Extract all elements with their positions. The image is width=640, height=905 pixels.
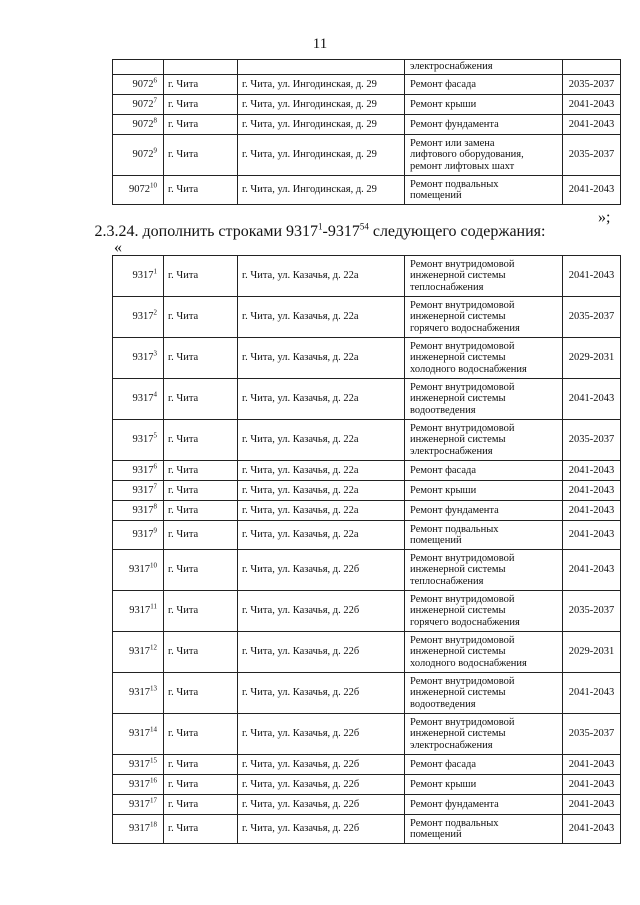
row-number-superscript: 4 xyxy=(153,390,157,399)
work-type-cell xyxy=(405,501,563,521)
work-type-line: водоотведения xyxy=(410,404,476,416)
row-number-cell xyxy=(113,632,164,673)
city-cell: г. Чита xyxy=(164,632,238,673)
table-row xyxy=(113,115,621,135)
period-cell: 2041-2043 xyxy=(563,775,621,795)
work-type-cell xyxy=(405,461,563,481)
work-type-cell xyxy=(405,297,563,338)
work-type-cell xyxy=(405,420,563,461)
table-row xyxy=(113,256,621,297)
city-cell: г. Чита xyxy=(164,176,238,205)
work-type-line: холодного водоснабжения xyxy=(410,363,527,375)
city-cell: г. Чита xyxy=(164,379,238,420)
row-number-superscript: 10 xyxy=(150,561,157,570)
row-number-superscript: 17 xyxy=(150,796,157,805)
address-cell: г. Чита, ул. Казачья, д. 22а xyxy=(238,501,405,521)
table-top-body xyxy=(113,60,621,205)
instruction-sup-first: 1 xyxy=(318,221,323,232)
row-number-cell xyxy=(113,501,164,521)
row-number: 9317 xyxy=(129,823,150,835)
table-row xyxy=(113,135,621,176)
row-number-cell xyxy=(113,75,164,95)
address-cell: г. Чита, ул. Казачья, д. 22а xyxy=(238,420,405,461)
instruction-text-mid: -9317 xyxy=(322,223,360,240)
period-cell: 2041-2043 xyxy=(563,461,621,481)
row-number: 9317 xyxy=(132,311,154,323)
work-type-line: ремонт лифтовых шахт xyxy=(410,160,515,172)
city-cell: г. Чита xyxy=(164,755,238,775)
instruction-sup-last: 54 xyxy=(359,221,369,232)
work-type-line: инженерной системы xyxy=(410,564,506,576)
address-cell: г. Чита, ул. Казачья, д. 22а xyxy=(238,297,405,338)
work-type-cell xyxy=(405,755,563,775)
city-cell: г. Чита xyxy=(164,501,238,521)
work-type-cell xyxy=(405,815,563,844)
row-number: 9317 xyxy=(129,687,150,699)
row-number-cell xyxy=(113,775,164,795)
opening-quote: « xyxy=(114,239,122,256)
row-number: 9317 xyxy=(132,529,154,541)
table-row xyxy=(113,714,621,755)
row-number-cell xyxy=(113,115,164,135)
row-number-superscript: 13 xyxy=(150,684,157,693)
address-cell: г. Чита, ул. Ингодинская, д. 29 xyxy=(238,115,405,135)
period-cell: 2041-2043 xyxy=(563,95,621,115)
period-cell: 2035-2037 xyxy=(563,714,621,755)
city-cell xyxy=(164,60,238,75)
row-number-superscript: 6 xyxy=(153,462,157,471)
city-cell: г. Чита xyxy=(164,815,238,844)
work-type-line: горячего водоснабжения xyxy=(410,616,520,628)
work-type-line: Ремонт подвальных xyxy=(410,817,499,829)
row-number-superscript: 9 xyxy=(153,526,157,535)
address-cell xyxy=(238,60,405,75)
city-cell: г. Чита xyxy=(164,338,238,379)
work-type-cell xyxy=(405,379,563,420)
work-type-line: Ремонт крыши xyxy=(410,484,477,496)
work-type-line: Ремонт внутридомовой xyxy=(410,716,515,728)
work-type-line: инженерной системы xyxy=(410,393,506,405)
work-type-cell xyxy=(405,632,563,673)
city-cell: г. Чита xyxy=(164,521,238,550)
table-row xyxy=(113,632,621,673)
period-cell: 2041-2043 xyxy=(563,550,621,591)
table-row xyxy=(113,420,621,461)
row-number-cell xyxy=(113,461,164,481)
work-type-line: Ремонт фундамента xyxy=(410,504,499,516)
period-cell: 2035-2037 xyxy=(563,297,621,338)
row-number-superscript: 10 xyxy=(150,181,157,190)
work-type-cell xyxy=(405,481,563,501)
work-type-line: Ремонт внутридомовой xyxy=(410,422,515,434)
amendment-instruction xyxy=(0,223,640,241)
address-cell: г. Чита, ул. Казачья, д. 22б xyxy=(238,755,405,775)
work-type-cell xyxy=(405,75,563,95)
city-cell: г. Чита xyxy=(164,420,238,461)
address-cell: г. Чита, ул. Казачья, д. 22б xyxy=(238,775,405,795)
row-number-cell xyxy=(113,297,164,338)
work-type-line: Ремонт внутридомовой xyxy=(410,381,515,393)
row-number-superscript: 14 xyxy=(150,725,157,734)
address-cell: г. Чита, ул. Казачья, д. 22а xyxy=(238,379,405,420)
work-type-cell xyxy=(405,591,563,632)
row-number: 9317 xyxy=(129,564,150,576)
address-cell: г. Чита, ул. Казачья, д. 22а xyxy=(238,481,405,501)
work-type-cell xyxy=(405,95,563,115)
period-cell: 2041-2043 xyxy=(563,379,621,420)
work-type-line: помещений xyxy=(410,535,462,546)
row-number-superscript: 7 xyxy=(153,482,157,491)
row-number-superscript: 2 xyxy=(153,308,157,317)
period-cell: 2041-2043 xyxy=(563,815,621,844)
row-number-cell xyxy=(113,481,164,501)
work-type-cell xyxy=(405,256,563,297)
period-cell: 2029-2031 xyxy=(563,632,621,673)
row-number-cell xyxy=(113,256,164,297)
period-cell: 2041-2043 xyxy=(563,795,621,815)
row-number-superscript: 8 xyxy=(153,116,157,125)
row-number: 9317 xyxy=(132,270,154,282)
address-cell: г. Чита, ул. Казачья, д. 22б xyxy=(238,591,405,632)
row-number-cell xyxy=(113,673,164,714)
city-cell: г. Чита xyxy=(164,461,238,481)
address-cell: г. Чита, ул. Казачья, д. 22а xyxy=(238,338,405,379)
work-type-line: Ремонт подвальных xyxy=(410,178,499,190)
work-type-cell xyxy=(405,673,563,714)
row-number-superscript: 8 xyxy=(153,502,157,511)
work-type-line: Ремонт внутридомовой xyxy=(410,299,515,311)
work-type-line: инженерной системы xyxy=(410,270,506,282)
work-type-line: инженерной системы xyxy=(410,728,506,740)
row-number: 9317 xyxy=(129,778,150,790)
row-number-cell xyxy=(113,135,164,176)
row-number: 9317 xyxy=(132,434,154,446)
work-type-line: Ремонт внутридомовой xyxy=(410,552,515,564)
row-number: 9317 xyxy=(129,798,150,810)
row-number-cell xyxy=(113,521,164,550)
row-number-cell xyxy=(113,60,164,75)
work-type-line: лифтового оборудования, xyxy=(410,149,524,161)
period-cell: 2041-2043 xyxy=(563,481,621,501)
row-number-cell xyxy=(113,176,164,205)
row-number-cell xyxy=(113,379,164,420)
work-type-line: инженерной системы xyxy=(410,311,506,323)
work-type-line: помещений xyxy=(410,829,462,840)
table-row xyxy=(113,338,621,379)
closing-quote: »; xyxy=(598,209,611,226)
work-type-cell xyxy=(405,60,563,75)
row-number-superscript: 7 xyxy=(153,96,157,105)
work-type-line: Ремонт внутридомовой xyxy=(410,675,515,687)
table-row xyxy=(113,461,621,481)
table-row xyxy=(113,673,621,714)
address-cell: г. Чита, ул. Казачья, д. 22а xyxy=(238,521,405,550)
work-type-line: инженерной системы xyxy=(410,687,506,699)
period-cell: 2041-2043 xyxy=(563,176,621,205)
table-main xyxy=(112,255,621,844)
address-cell: г. Чита, ул. Казачья, д. 22б xyxy=(238,673,405,714)
table-row xyxy=(113,775,621,795)
period-cell xyxy=(563,60,621,75)
row-number: 9317 xyxy=(129,605,151,617)
period-cell: 2041-2043 xyxy=(563,521,621,550)
work-type-cell xyxy=(405,338,563,379)
table-row xyxy=(113,591,621,632)
page-number: 11 xyxy=(312,36,328,52)
work-type-line: инженерной системы xyxy=(410,352,506,364)
table-row xyxy=(113,75,621,95)
table-row xyxy=(113,379,621,420)
work-type-line: помещений xyxy=(410,190,462,201)
work-type-line: Ремонт фундамента xyxy=(410,118,499,130)
row-number: 9072 xyxy=(129,184,150,196)
table-row xyxy=(113,60,621,75)
work-type-cell xyxy=(405,714,563,755)
address-cell: г. Чита, ул. Ингодинская, д. 29 xyxy=(238,135,405,176)
address-cell: г. Чита, ул. Казачья, д. 22б xyxy=(238,795,405,815)
row-number-cell xyxy=(113,95,164,115)
period-cell: 2029-2031 xyxy=(563,338,621,379)
row-number: 9317 xyxy=(132,484,154,496)
table-top xyxy=(112,59,621,205)
table-row xyxy=(113,481,621,501)
period-cell: 2041-2043 xyxy=(563,673,621,714)
table-row xyxy=(113,815,621,844)
address-cell: г. Чита, ул. Казачья, д. 22б xyxy=(238,550,405,591)
row-number: 9072 xyxy=(132,78,154,90)
row-number-superscript: 3 xyxy=(153,349,157,358)
city-cell: г. Чита xyxy=(164,75,238,95)
work-type-line: Ремонт фундамента xyxy=(410,798,499,810)
work-type-line: Ремонт внутридомовой xyxy=(410,258,515,270)
row-number: 9317 xyxy=(129,758,150,770)
city-cell: г. Чита xyxy=(164,795,238,815)
work-type-line: электроснабжения xyxy=(410,739,493,751)
address-cell: г. Чита, ул. Ингодинская, д. 29 xyxy=(238,95,405,115)
work-type-line: Ремонт фасада xyxy=(410,464,477,476)
row-number: 9317 xyxy=(132,464,154,476)
work-type-cell xyxy=(405,521,563,550)
row-number-superscript: 18 xyxy=(150,820,157,829)
city-cell: г. Чита xyxy=(164,256,238,297)
table-row xyxy=(113,550,621,591)
row-number-superscript: 6 xyxy=(153,76,157,85)
table-row xyxy=(113,795,621,815)
city-cell: г. Чита xyxy=(164,775,238,795)
period-cell: 2041-2043 xyxy=(563,501,621,521)
row-number-superscript: 11 xyxy=(150,602,157,611)
row-number-superscript: 12 xyxy=(150,643,157,652)
address-cell: г. Чита, ул. Казачья, д. 22б xyxy=(238,632,405,673)
city-cell: г. Чита xyxy=(164,591,238,632)
work-type-line: горячего водоснабжения xyxy=(410,322,520,334)
row-number-cell xyxy=(113,815,164,844)
address-cell: г. Чита, ул. Казачья, д. 22б xyxy=(238,714,405,755)
work-type-line: электроснабжения xyxy=(410,61,493,73)
city-cell: г. Чита xyxy=(164,673,238,714)
city-cell: г. Чита xyxy=(164,115,238,135)
row-number-cell xyxy=(113,550,164,591)
row-number: 9317 xyxy=(132,352,154,364)
row-number: 9317 xyxy=(129,646,150,658)
city-cell: г. Чита xyxy=(164,481,238,501)
address-cell: г. Чита, ул. Казачья, д. 22б xyxy=(238,815,405,844)
period-cell: 2041-2043 xyxy=(563,256,621,297)
work-type-line: Ремонт фасада xyxy=(410,758,477,770)
work-type-line: инженерной системы xyxy=(410,434,506,446)
address-cell: г. Чита, ул. Ингодинская, д. 29 xyxy=(238,75,405,95)
work-type-line: Ремонт внутридомовой xyxy=(410,593,515,605)
work-type-line: Ремонт или замена xyxy=(410,137,495,149)
city-cell: г. Чита xyxy=(164,135,238,176)
row-number-cell xyxy=(113,338,164,379)
work-type-cell xyxy=(405,795,563,815)
period-cell: 2035-2037 xyxy=(563,135,621,176)
work-type-line: Ремонт крыши xyxy=(410,98,477,110)
work-type-cell xyxy=(405,550,563,591)
row-number: 9317 xyxy=(129,728,150,740)
address-cell: г. Чита, ул. Казачья, д. 22а xyxy=(238,461,405,481)
row-number-superscript: 5 xyxy=(153,431,157,440)
row-number-superscript: 15 xyxy=(150,756,157,765)
work-type-line: теплоснабжения xyxy=(410,575,484,587)
row-number-cell xyxy=(113,591,164,632)
address-cell: г. Чита, ул. Казачья, д. 22а xyxy=(238,256,405,297)
work-type-cell xyxy=(405,135,563,176)
work-type-cell xyxy=(405,115,563,135)
period-cell: 2041-2043 xyxy=(563,755,621,775)
work-type-cell xyxy=(405,176,563,205)
work-type-line: электроснабжения xyxy=(410,445,493,457)
work-type-line: инженерной системы xyxy=(410,646,506,658)
work-type-line: Ремонт крыши xyxy=(410,778,477,790)
period-cell: 2041-2043 xyxy=(563,115,621,135)
row-number-cell xyxy=(113,420,164,461)
row-number: 9072 xyxy=(132,98,154,110)
row-number-superscript: 16 xyxy=(150,776,157,785)
row-number: 9072 xyxy=(132,118,154,130)
row-number: 9072 xyxy=(132,149,154,161)
table-main-body xyxy=(113,256,621,844)
instruction-text-after: следующего содержания: xyxy=(368,223,546,240)
work-type-cell xyxy=(405,775,563,795)
row-number: 9317 xyxy=(132,393,154,405)
row-number-superscript: 9 xyxy=(153,146,157,155)
work-type-line: Ремонт внутридомовой xyxy=(410,340,515,352)
period-cell: 2035-2037 xyxy=(563,75,621,95)
table-row xyxy=(113,95,621,115)
work-type-line: теплоснабжения xyxy=(410,281,484,293)
city-cell: г. Чита xyxy=(164,550,238,591)
work-type-line: водоотведения xyxy=(410,698,476,710)
work-type-line: холодного водоснабжения xyxy=(410,657,527,669)
work-type-line: Ремонт фасада xyxy=(410,78,477,90)
city-cell: г. Чита xyxy=(164,714,238,755)
table-row xyxy=(113,501,621,521)
work-type-line: Ремонт подвальных xyxy=(410,523,499,535)
work-type-line: инженерной системы xyxy=(410,605,506,617)
instruction-text-before: 2.3.24. дополнить строками 9317 xyxy=(94,223,319,240)
row-number-cell xyxy=(113,714,164,755)
city-cell: г. Чита xyxy=(164,95,238,115)
address-cell: г. Чита, ул. Ингодинская, д. 29 xyxy=(238,176,405,205)
table-row xyxy=(113,521,621,550)
table-row xyxy=(113,176,621,205)
table-row xyxy=(113,297,621,338)
period-cell: 2035-2037 xyxy=(563,591,621,632)
work-type-line: Ремонт внутридомовой xyxy=(410,634,515,646)
row-number-superscript: 1 xyxy=(153,267,157,276)
city-cell: г. Чита xyxy=(164,297,238,338)
row-number: 9317 xyxy=(132,504,154,516)
row-number-cell xyxy=(113,795,164,815)
period-cell: 2035-2037 xyxy=(563,420,621,461)
row-number-cell xyxy=(113,755,164,775)
table-row xyxy=(113,755,621,775)
